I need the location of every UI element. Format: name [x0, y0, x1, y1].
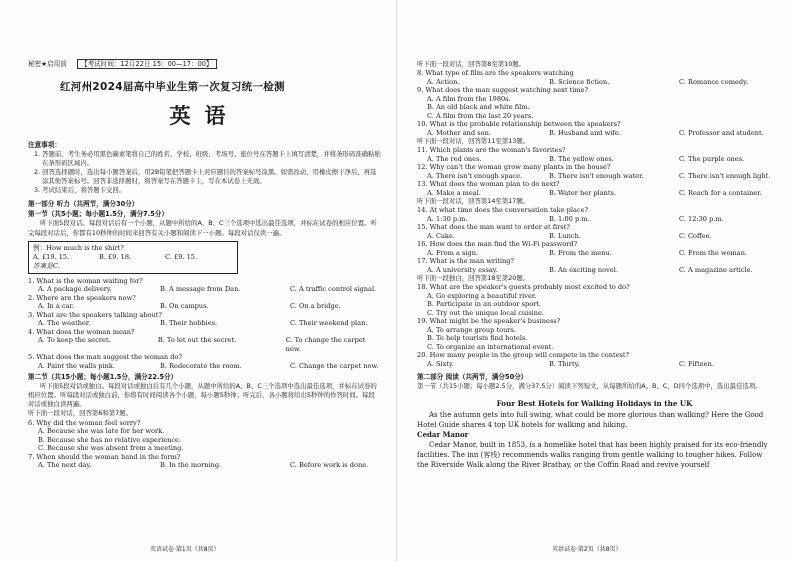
question-6-option: B. Because she has no relative experience. [38, 435, 182, 444]
question-9-option: B. An old black and white film. [427, 103, 530, 112]
option: A. Action. [427, 77, 460, 86]
option: B. Lunch. [549, 231, 581, 240]
question-19-option: A. To arrange group tours. [427, 325, 516, 334]
article-paragraph: Cedar Manor, built in 1853, is a homelike hotel that has been highly praised for its eco-friendly facilities. The inn (客栈) recommends walks ranging from gentle walking to tougher hikes. Follow the Riverside Walk along the River Brathay, or the Coffin Road and revive yourself [417, 441, 768, 470]
option: C. Professor and student. [679, 128, 764, 137]
option: C. To change the carpet now. [285, 336, 366, 353]
option: A. 1:30 p.m. [427, 214, 468, 223]
option: B. On campus. [160, 302, 209, 311]
part1-sec1-heading: 第一节（共5小题；每小题1.5分，满分7.5分） [28, 210, 169, 219]
question-13-options [417, 189, 772, 198]
option: B. There isn't enough water. [549, 171, 644, 180]
question-4: 4. What does the woman mean? [28, 327, 135, 336]
note-item: 3. 考试结束后，将答题卡交回。 [34, 186, 126, 195]
question-1-options [28, 285, 381, 294]
option: C. Their weekend plan. [290, 319, 368, 328]
option: B. Science fiction. [549, 77, 610, 86]
option: A. Make a meal. [427, 188, 481, 197]
option: B. An exciting novel. [549, 265, 618, 274]
option: C. Coffee. [679, 231, 712, 240]
option: C. There isn't enough light. [679, 171, 771, 180]
question-15-options [417, 232, 772, 241]
option: A. To keep the secret. [38, 336, 111, 345]
question-19: 19. What might be the speaker's business? [417, 317, 561, 326]
question-14: 14. At what time does the conversation take place? [417, 206, 589, 215]
part1-sec2-heading: 第二节（共15小题；每小题1.5分，满分22.5分） [28, 373, 178, 382]
question-6-option: C. Because she was absent from a meeting. [38, 444, 184, 453]
option: B. Their hobbies. [160, 319, 218, 328]
exam-time: 【考试时间：12月22日 15：00—17：00】 [77, 59, 217, 69]
question-5-options [28, 362, 381, 371]
option: B. A message from Dan. [160, 285, 241, 294]
question-7: 7. When should the woman hand in the form? [28, 452, 181, 461]
option: A. Sixty. [427, 359, 454, 368]
question-3-options [28, 319, 381, 328]
question-14-options [417, 215, 772, 224]
question-2: 2. Where are the speakers now? [28, 293, 136, 302]
option: C. Before work is done. [290, 461, 369, 470]
article-intro: As the autumn gets into full swing, what could be more glorious than walking? Here the Good Hotel Guide shares 4 top UK hotels for walking and hiking. [417, 411, 764, 430]
question-8: 8. What type of film are the speakers watching [417, 69, 574, 78]
question-5: 5. What does the man suggest the woman do? [28, 353, 182, 362]
question-18-option: C. Try out the unique local cuisine. [427, 308, 544, 317]
question-18-option: A. Go exploring a beautiful river. [427, 291, 537, 300]
note-item: 1. 答题前，考生务必用黑色碳素笔将自己的姓名、学校、班级、考场号、座位号在答题卡上填写清楚，并将条形码准确粘贴在条形码区域内。 [34, 150, 381, 168]
option: A. Paint the walls pink. [38, 361, 115, 370]
example-answer: 答案是C。 [33, 261, 65, 270]
option: A. The red ones. [427, 154, 482, 163]
question-18-option: B. Participate in an outdoor sport. [427, 300, 542, 309]
page-footer-right: 英语试卷·第2页（共8页） [552, 546, 622, 553]
question-15: 15. What does the man want to order at first? [417, 223, 570, 232]
part2-sec1-heading: 第一节（共15小题；每小题2.5分，满分37.5分）阅读下列短文，从每题所给的A、B、C、D四个选项中，选出最佳选项。 [417, 382, 762, 391]
question-17: 17. What is the man writing? [417, 257, 514, 266]
question-11: 11. Which plants are the woman's favorites? [417, 146, 566, 155]
question-6-option: A. Because she was late for her work. [38, 427, 165, 436]
option: B. The yellow ones. [549, 154, 614, 163]
question-13: 13. What does the woman plan to do next? [417, 180, 560, 189]
option: B. From the menu. [549, 248, 612, 257]
example-options [33, 253, 233, 262]
option: A. Mother and son. [427, 128, 491, 137]
question-10-options [417, 129, 772, 138]
article-title: Four Best Hotels for Walking Holidays in the UK [496, 399, 693, 409]
option: B. Husband and wife. [549, 128, 621, 137]
question-16-options [417, 249, 772, 258]
subheading: 听下面一段独白，回答第18至第20题。 [417, 274, 530, 283]
example-option: A. £19. 15. [33, 252, 70, 261]
option: A. A package delivery. [38, 285, 112, 294]
option: C. The purple ones. [679, 154, 745, 163]
question-9: 9. What does the man suggest watching next time? [417, 86, 589, 95]
page-footer-left: 英语试卷·第1页（共8页） [150, 546, 220, 553]
notes-heading: 注意事项： [28, 141, 61, 149]
question-3: 3. What are the speakers talking about? [28, 310, 162, 319]
question-20-options [417, 360, 772, 369]
article-section-heading: Cedar Manor [417, 430, 469, 440]
exam-header [28, 60, 381, 69]
question-4-options [28, 336, 381, 353]
option: C. A magazine article. [679, 265, 753, 274]
option: B. Water her plants. [549, 188, 617, 197]
right-page [397, 0, 794, 561]
left-question-list [28, 277, 381, 371]
option: C. Reach for a container. [679, 188, 762, 197]
option: C. Fifteen. [679, 359, 714, 368]
part1-sec2-instructions: 听下面5段对话或独白。每段对话或独白后有几个小题，从题中所给的A、B、C三个选项中选出最佳选项，并标在试卷的相应位置。听每段对话或独白前，你将有时间阅读各个小题，每小题5秒钟；听完后，各小题将给出5秒钟的作答时间。每段对话或独白读两遍。 [28, 382, 377, 409]
exam-title: 红河州2024届高中毕业生第一次复习统一检测 [60, 81, 285, 93]
option: A. Cake. [427, 231, 455, 240]
option: B. 1:00 p.m. [549, 214, 590, 223]
option: A. In a car. [38, 302, 75, 311]
option: C. 12:30 p.m. [679, 214, 724, 223]
question-17-options [417, 266, 772, 275]
part1-sec1-instructions: 听下面5段对话。每段对话后有一个小题，从题中所给的A、B、C三个选项中选出最佳选项，并标在试卷的相应位置。听完每段对话后，你都有10秒钟的时间来回答有关小题和阅读下一小题。每段对话仅读一遍。 [28, 219, 377, 237]
question-1: 1. What is the woman waiting for? [28, 276, 143, 285]
question-19-option: B. To help tourists find hotels. [427, 334, 528, 343]
option: B. To let out the secret. [157, 336, 237, 345]
option: B. Thirty. [549, 359, 580, 368]
subheading: 听下面一段对话，回答第11至第13题。 [417, 137, 530, 146]
question-18: 18. What are the speaker's guests probably most excited to do? [417, 283, 630, 292]
question-7-options [28, 461, 381, 470]
option: A. A university essay. [427, 265, 498, 274]
part2-heading: 第二部分 阅读（共两节，满分50分） [417, 373, 528, 382]
question-2-options [28, 302, 381, 311]
question-16: 16. How does the man find the Wi-Fi password? [417, 240, 578, 249]
question-12-options [417, 172, 772, 181]
question-10: 10. What is the probable relationship between the speakers? [417, 120, 621, 129]
option: C. Romance comedy. [679, 77, 749, 86]
question-12: 12. Why can't the woman grow many plants in the house? [417, 163, 611, 172]
option: A. From a sign. [427, 248, 479, 257]
question-9-option: C. A film from the last 20 years. [427, 111, 534, 120]
question-20: 20. How many people in the group will compete in the contest? [417, 351, 630, 360]
option: C. On a bridge. [290, 302, 341, 311]
option: C. From the woman. [679, 248, 748, 257]
option: C. A traffic control signal. [290, 285, 377, 294]
note-item: 2. 回答选择题时，选出每小题答案后，用2B铅笔把答题卡上对应题目的答案标号涂黑。如需改动，用橡皮擦干净后，再选涂其他答案标号。回答非选择题时，将答案写在答题卡上，写在本试卷上无效。 [34, 168, 377, 186]
secret-label: 秘密★启用前 [28, 60, 67, 68]
part1-heading: 第一部分 听力（共两节，满分30分） [28, 200, 139, 209]
subheading: 听下面一段对话，回答第14至第17题。 [417, 197, 530, 206]
option: C. Change the carpet now. [290, 361, 379, 370]
option: A. There isn't enough space. [427, 171, 523, 180]
subject-title: 英语 [169, 104, 240, 128]
question-11-options [417, 155, 772, 164]
question-8-options [417, 78, 772, 87]
example-question: 例：How much is the shirt? [33, 243, 124, 252]
option: B. In the morning. [160, 461, 222, 470]
example-option: B. £9. 18. [99, 252, 132, 261]
question-6: 6. Why did the woman feel sorry? [28, 418, 141, 427]
part1-sec2-subheading: 听下面一段对话，回答第6和第7题。 [28, 409, 132, 418]
option: A. The next day. [38, 461, 92, 470]
subheading: 听下面一段对话，回答第8至第10题。 [417, 60, 526, 68]
question-9-option: A. A film from the 1980s. [427, 94, 511, 103]
example-option: C. £9. 15. [165, 252, 198, 261]
option: B. Redecorate the room. [160, 361, 242, 370]
example-box [28, 241, 238, 274]
question-19-option: C. To organize an international event. [427, 342, 554, 351]
option: A. The weather. [38, 319, 91, 328]
